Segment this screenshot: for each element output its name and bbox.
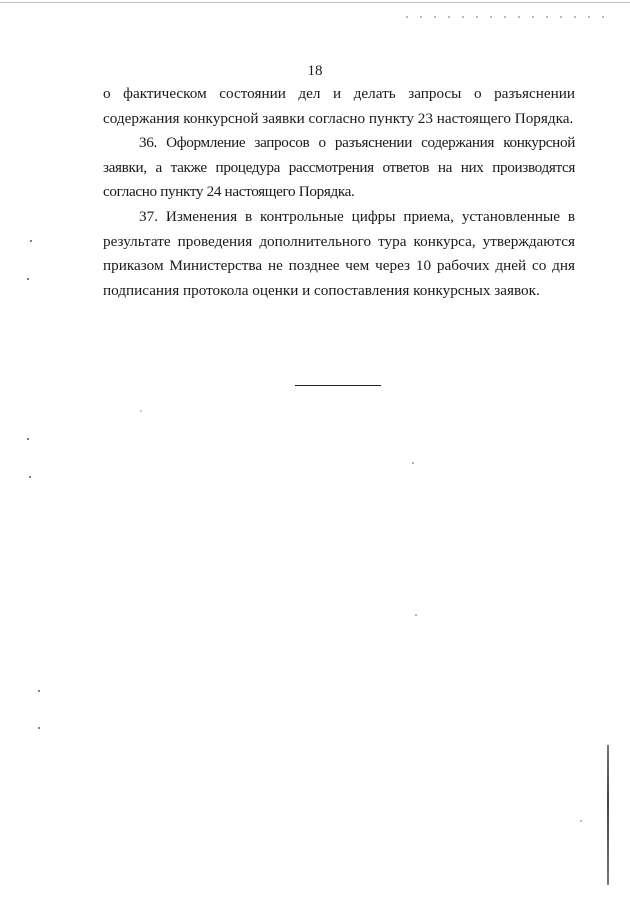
page-number: 18 xyxy=(307,63,323,79)
scan-speck xyxy=(38,690,40,692)
scan-artifact-marks xyxy=(400,14,615,22)
paragraph-text: 36. Оформление запросов о разъяснении содержания конкурсной заявки, а также процедура рассмотрения ответов на них производятся согласно пункту 24 настоящего Порядка. xyxy=(103,134,575,200)
paragraph-continuation xyxy=(103,82,575,131)
scan-speck xyxy=(38,727,40,729)
scan-speck xyxy=(27,438,29,440)
scan-speck xyxy=(580,820,582,822)
scan-speck xyxy=(140,410,142,412)
scan-speck xyxy=(29,476,31,478)
scan-speck xyxy=(27,278,29,280)
scan-speck xyxy=(415,614,417,616)
paragraph-text: о фактическом состоянии дел и делать запросы о разъяснении содержания конкурсной заявки согласно пункту 23 настоящего Порядка. xyxy=(103,85,575,127)
end-separator-line xyxy=(295,385,381,386)
scan-edge-line-right xyxy=(607,745,609,885)
scan-edge-line xyxy=(0,2,630,3)
paragraph-item-37 xyxy=(103,205,575,303)
scan-speck xyxy=(30,240,32,242)
paragraph-item-36 xyxy=(103,131,575,205)
scan-speck xyxy=(412,462,414,464)
paragraph-text: 37. Изменения в контрольные цифры приема, установленные в результате проведения дополнительного тура конкурса, утверждаются приказом Министерства не позднее чем через 10 рабочих дней со дня подписания протокола оценки и сопоставления конкурсных заявок. xyxy=(103,208,575,299)
